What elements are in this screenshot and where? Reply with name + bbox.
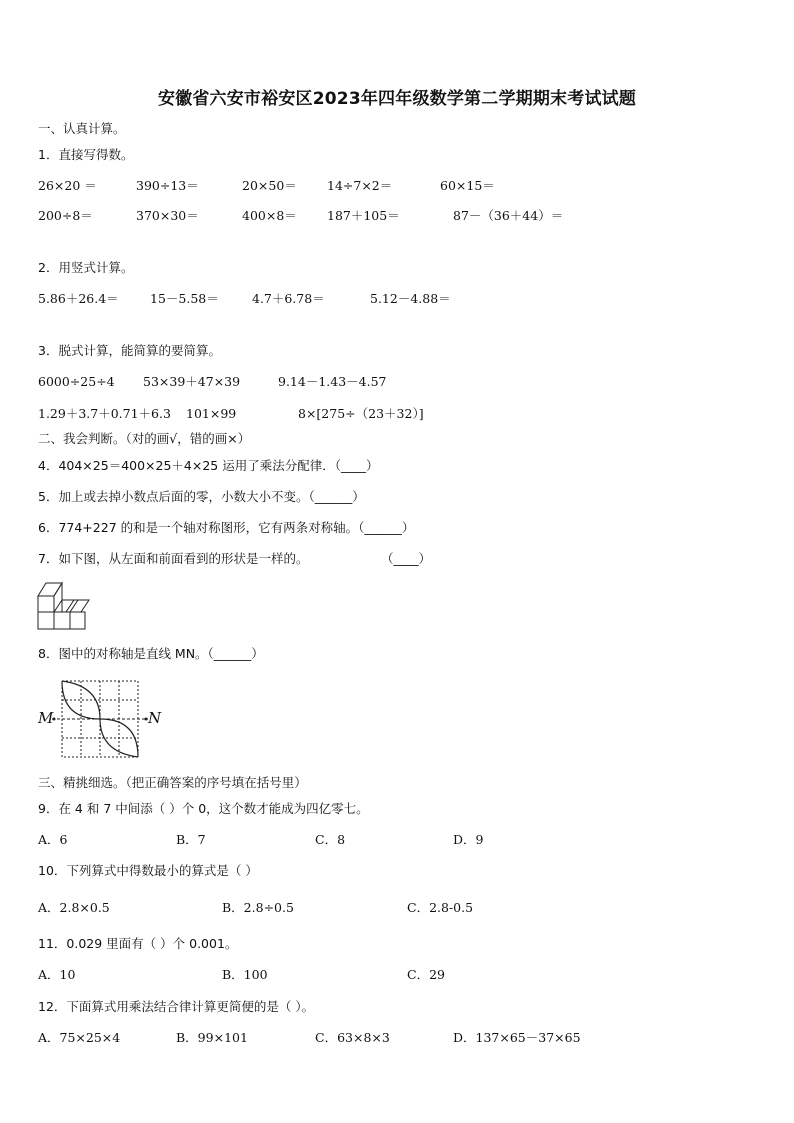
q1-expr: 400×8＝ [242, 208, 297, 223]
q12-option: A．75×25×4 [38, 1030, 121, 1045]
q1-expr: 60×15＝ [440, 178, 495, 193]
q3-expr: 8×[275÷（23＋32）] [298, 406, 424, 421]
page-title: 安徽省六安市裕安区2023年四年级数学第二学期期末考试试题 [157, 89, 637, 109]
q1-expr: 370×30＝ [136, 208, 199, 223]
symmetry-grid-figure [36, 678, 166, 762]
q1-expr: 390÷13＝ [136, 178, 199, 193]
question-7: 7．如下图，从左面和前面看到的形状是一样的。 [38, 551, 309, 566]
q9-option: A．6 [38, 832, 68, 847]
q12-option: B．99×101 [176, 1030, 248, 1045]
question-3-label: 3．脱式计算，能简算的要简算。 [38, 343, 221, 358]
q1-expr: 187＋105＝ [327, 208, 400, 223]
q2-expr: 4.7＋6.78＝ [252, 291, 325, 306]
q1-expr: 20×50＝ [242, 178, 297, 193]
q9-option: C．8 [315, 832, 346, 847]
question-2-label: 2．用竖式计算。 [38, 260, 134, 275]
question-10: 10．下列算式中得数最小的算式是（ ） [38, 863, 258, 878]
question-4: 4．404×25＝400×25＋4×25 运用了乘法分配律．（____） [38, 458, 379, 473]
q12-option: D．137×65－37×65 [453, 1030, 581, 1045]
q1-expr: 87－（36＋44）＝ [453, 208, 564, 223]
section-2-heading: 二、我会判断。（对的画√，错的画×） [38, 431, 251, 446]
q9-option: B．7 [176, 832, 206, 847]
question-7-blank: （____） [381, 551, 432, 566]
question-6: 6．774+227 的和是一个轴对称图形，它有两条对称轴。（______） [38, 520, 415, 535]
q12-option: C．63×8×3 [315, 1030, 390, 1045]
q3-expr: 53×39＋47×39 [143, 374, 241, 389]
q3-expr: 101×99 [186, 406, 237, 421]
q2-expr: 5.86＋26.4＝ [38, 291, 119, 306]
question-1-label: 1．直接写得数。 [38, 147, 134, 162]
question-11: 11．0.029 里面有（ ）个 0.001。 [38, 936, 238, 951]
label-m: M [38, 709, 54, 727]
q11-option: C．29 [407, 967, 445, 982]
q3-expr: 1.29＋3.7＋0.71＋6.3 [38, 406, 171, 421]
q1-expr: 26×20 ＝ [38, 178, 97, 193]
q11-option: A．10 [38, 967, 76, 982]
label-n: N [148, 709, 162, 727]
q10-option: C．2.8-0.5 [407, 900, 474, 915]
q1-expr: 200÷8＝ [38, 208, 93, 223]
q3-expr: 6000÷25÷4 [38, 374, 115, 389]
q1-expr: 14÷7×2＝ [327, 178, 393, 193]
q10-option: B．2.8÷0.5 [222, 900, 294, 915]
question-9: 9．在 4 和 7 中间添（ ）个 0，这个数才能成为四亿零七。 [38, 801, 369, 816]
section-3-heading: 三、精挑细选。（把正确答案的序号填在括号里） [38, 775, 307, 790]
question-5: 5．加上或去掉小数点后面的零，小数大小不变。（______） [38, 489, 365, 504]
q10-option: A．2.8×0.5 [38, 900, 110, 915]
question-8: 8．图中的对称轴是直线 MN。（______） [38, 646, 264, 661]
cube-stack-figure [34, 580, 90, 632]
q11-option: B．100 [222, 967, 268, 982]
question-12: 12．下面算式用乘法结合律计算更简便的是（ ）。 [38, 999, 315, 1014]
q3-expr: 9.14－1.43－4.57 [278, 374, 387, 389]
q2-expr: 15－5.58＝ [150, 291, 219, 306]
q9-option: D．9 [453, 832, 484, 847]
section-1-heading: 一、认真计算。 [38, 121, 126, 136]
q2-expr: 5.12－4.88＝ [370, 291, 451, 306]
